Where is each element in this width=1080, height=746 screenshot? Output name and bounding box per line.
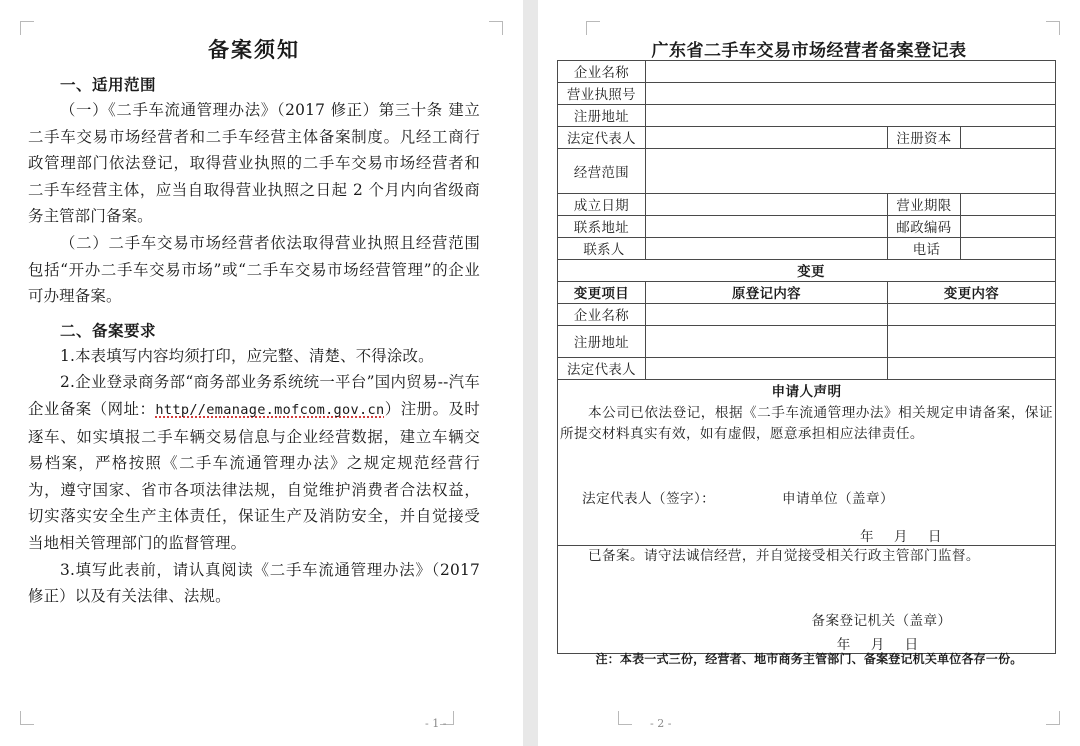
table-row-establish-date <box>558 194 1056 216</box>
paragraph-req-2-text-before: 2.企业登录商务部“商务部业务系统统一平台”国内贸易--汽车企业备案（网址： <box>28 373 480 418</box>
crop-mark-bottom-right-2 <box>1046 711 1060 725</box>
field-change-company-name-new[interactable] <box>888 304 1056 326</box>
field-change-reg-address-new[interactable] <box>888 326 1056 358</box>
declaration-body: 本公司已依法登记，根据《二手车流通管理办法》相关规定申请备案，保证所提交材料真实有效，如有虚假，愿意承担相应法律责任。 <box>560 405 1053 442</box>
crop-mark-bottom-left <box>20 711 34 725</box>
label-reg-capital: 注册资本 <box>888 127 961 149</box>
field-company-name[interactable] <box>646 61 1056 83</box>
paragraph-scope-2: （二）二手车交易市场经营者依法取得营业执照且经营范围包括“开办二手车交易市场”或“二手车交易市场经营管理”的企业可办理备案。 <box>28 233 480 306</box>
field-contact-address[interactable] <box>646 216 888 238</box>
field-business-scope[interactable] <box>646 149 1056 194</box>
form-footnote: 注：本表一式三份，经营者、地市商务主管部门、备案登记机关单位各存一份。 <box>595 652 1023 666</box>
field-change-legal-rep-original[interactable] <box>646 358 888 380</box>
label-change-reg-address: 注册地址 <box>558 326 646 358</box>
field-contact-person[interactable] <box>646 238 888 260</box>
registration-date-label: 年 月 日 <box>836 637 927 653</box>
field-reg-capital[interactable] <box>961 127 1056 149</box>
paragraph-req-2 <box>28 369 480 556</box>
label-change-legal-rep: 法定代表人 <box>558 358 646 380</box>
paragraph-req-2-text-after: ）注册。及时逐车、如实填报二手车辆交易信息与企业经营数据，建立车辆交易档案，严格按照《二手车流通管理办法》之规定规范经营行为，遵守国家、省市各项法律法规，自觉维护消费者合法权益，切实落实安全生产主体责任，保证生产及消防安全，并自觉接受当地相关管理部门的监督管理。 <box>28 399 481 552</box>
declaration-signature-row <box>560 487 1053 507</box>
label-legal-rep: 法定代表人 <box>558 127 646 149</box>
document-page-right <box>538 0 1080 746</box>
field-reg-address[interactable] <box>646 105 1056 127</box>
label-business-scope: 经营范围 <box>558 149 646 194</box>
registration-seal-label: 备案登记机关（盖章） <box>811 613 952 629</box>
section-heading-requirements: 二、备案要求 <box>60 321 157 340</box>
registration-body: 已备案。请守法诚信经营，并自觉接受相关行政主管部门监督。 <box>588 548 980 564</box>
field-telephone[interactable] <box>961 238 1056 260</box>
page-title: 备案须知 <box>208 38 300 62</box>
label-contact-person: 联系人 <box>558 238 646 260</box>
table-row-change-reg-address <box>558 326 1056 358</box>
registration-authority-cell <box>558 546 1056 654</box>
field-change-company-name-original[interactable] <box>646 304 888 326</box>
form-title: 广东省二手车交易市场经营者备案登记表 <box>651 41 967 61</box>
table-row-declaration <box>558 380 1056 546</box>
declaration-date-label: 年 月 日 <box>860 529 950 545</box>
crop-mark-top-left-2 <box>586 21 600 35</box>
table-row-contact-address <box>558 216 1056 238</box>
column-header-changed-content: 变更内容 <box>888 282 1056 304</box>
field-change-reg-address-original[interactable] <box>646 326 888 358</box>
paragraph-req-1: 1.本表填写内容均须打印，应完整、清楚、不得涂改。 <box>60 346 434 365</box>
label-license-no: 营业执照号 <box>558 83 646 105</box>
column-header-change-item: 变更项目 <box>558 282 646 304</box>
table-row-registration-authority <box>558 546 1056 654</box>
label-establish-date: 成立日期 <box>558 194 646 216</box>
label-telephone: 电话 <box>888 238 961 260</box>
crop-mark-top-right-2 <box>1046 21 1060 35</box>
page-number-left: - 1 - <box>425 717 447 730</box>
field-legal-rep[interactable] <box>646 127 888 149</box>
field-postcode[interactable] <box>961 216 1056 238</box>
legal-rep-signature-label: 法定代表人（签字）： <box>582 491 716 507</box>
table-row-change-legal-rep <box>558 358 1056 380</box>
table-row-reg-address <box>558 105 1056 127</box>
label-contact-address: 联系地址 <box>558 216 646 238</box>
table-row-change-header <box>558 282 1056 304</box>
field-license-no[interactable] <box>646 83 1056 105</box>
table-row-change-banner <box>558 260 1056 282</box>
left-page-body <box>28 22 480 610</box>
field-business-term[interactable] <box>961 194 1056 216</box>
table-row-company-name <box>558 61 1056 83</box>
document-page-left <box>0 0 523 746</box>
column-header-original-content: 原登记内容 <box>646 282 888 304</box>
section-heading-scope: 一、适用范围 <box>60 76 157 94</box>
page-separator-gap <box>523 0 538 746</box>
table-row-contact-person <box>558 238 1056 260</box>
table-row-change-company-name <box>558 304 1056 326</box>
table-row-license-no <box>558 83 1056 105</box>
change-section-title: 变更 <box>558 260 1056 282</box>
table-row-legal-rep <box>558 127 1056 149</box>
declaration-cell <box>558 380 1056 546</box>
field-establish-date[interactable] <box>646 194 888 216</box>
label-company-name: 企业名称 <box>558 61 646 83</box>
paragraph-scope-1: （一）《二手车流通管理办法》（2017 修正）第三十条 建立二手车交易市场经营者和二手车经营主体备案制度。凡经工商行政管理部门依法登记，取得营业执照的二手车交易市场经营者和二手车经营主体，应当自取得营业执照之日起 2 个月内向省级商务主管部门备案。 <box>28 101 480 226</box>
crop-mark-top-right <box>489 21 503 35</box>
declaration-heading: 申请人声明 <box>771 384 842 400</box>
field-change-legal-rep-new[interactable] <box>888 358 1056 380</box>
label-business-term: 营业期限 <box>888 194 961 216</box>
registration-form-table <box>557 60 1056 654</box>
label-change-company-name: 企业名称 <box>558 304 646 326</box>
label-reg-address: 注册地址 <box>558 105 646 127</box>
paragraph-req-3: 3.填写此表前，请认真阅读《二手车流通管理办法》（2017 修正）以及有关法律、法规。 <box>28 560 480 606</box>
page-number-right: - 2 - <box>650 717 672 730</box>
registration-url[interactable]: http//emanage.mofcom.gov.cn <box>155 401 385 418</box>
label-postcode: 邮政编码 <box>888 216 961 238</box>
applicant-seal-label: 申请单位（盖章） <box>782 491 894 507</box>
crop-mark-bottom-left-2 <box>618 711 632 725</box>
table-row-business-scope <box>558 149 1056 194</box>
